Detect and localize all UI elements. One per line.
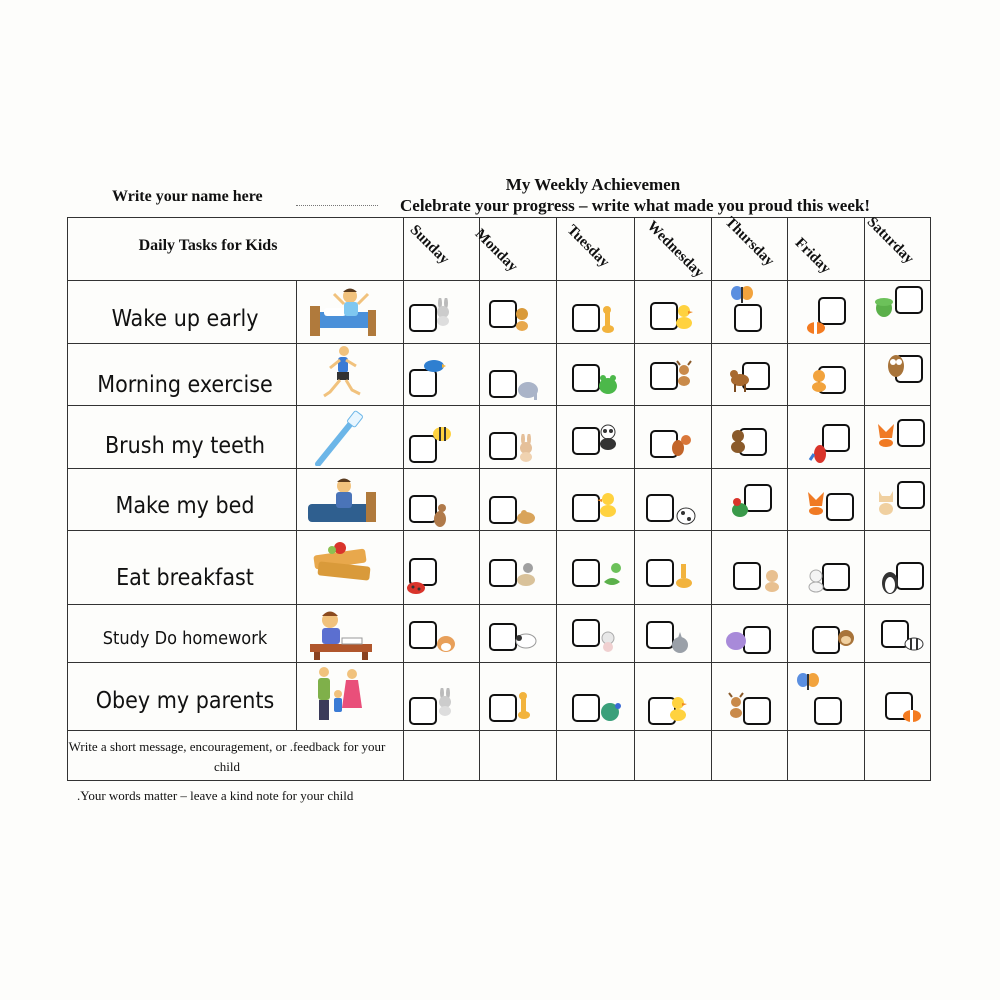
bunny-icon: [431, 298, 455, 326]
column-divider: [403, 218, 404, 780]
deer-fawn-icon: [510, 304, 534, 332]
task-label: Eat breakfast: [116, 565, 254, 591]
day-header-wednesday: Wednesday: [643, 218, 707, 282]
checkbox-sunday[interactable]: [409, 621, 437, 649]
panda-icon: [596, 422, 620, 450]
name-label: Write your name here: [112, 188, 263, 205]
footer-note: .Your words matter – leave a kind note for your child: [77, 788, 354, 803]
giraffe-icon: [596, 306, 620, 334]
zebra-icon: [902, 628, 926, 656]
task-label: Obey my parents: [95, 688, 275, 714]
cat-icon: [874, 488, 898, 516]
day-header-thursday: Thursday: [721, 214, 778, 270]
toothbrush-icon: [304, 408, 380, 466]
giraffe-icon: [512, 692, 536, 720]
checkbox-thursday[interactable]: [733, 562, 761, 590]
bunny-icon: [514, 434, 538, 462]
blue-bird-icon: [422, 354, 446, 382]
checkbox-monday[interactable]: [489, 623, 517, 651]
checkbox-friday[interactable]: [814, 697, 842, 725]
waffles-icon: [304, 534, 380, 592]
row-divider: [68, 730, 930, 731]
day-header-sunday: Sunday: [406, 222, 453, 268]
row-divider: [68, 343, 930, 344]
bunny-icon: [433, 688, 457, 716]
checkbox-friday[interactable]: [826, 493, 854, 521]
duckling-icon: [672, 302, 696, 330]
owl-icon: [884, 352, 908, 380]
message-label: Write a short message, encouragement, or .feedback for your child: [68, 739, 386, 774]
task-label: Wake up early: [111, 306, 259, 332]
column-divider: [634, 218, 635, 780]
hippo-icon: [724, 626, 748, 654]
name-input-line[interactable]: [296, 205, 378, 206]
column-divider: [556, 218, 557, 780]
checkbox-saturday[interactable]: [897, 481, 925, 509]
task-label: Brush my teeth: [104, 433, 266, 459]
task-label: Study Do homework: [102, 628, 268, 649]
chick-icon: [596, 490, 620, 518]
checkbox-monday[interactable]: [489, 559, 517, 587]
checkbox-tuesday[interactable]: [572, 559, 600, 587]
column-divider: [864, 218, 865, 780]
clownfish-icon: [804, 312, 828, 340]
snake-icon: [600, 560, 624, 588]
checkbox-wednesday[interactable]: [646, 494, 674, 522]
task-label: Morning exercise: [97, 372, 273, 398]
penguin-icon: [878, 568, 902, 596]
column-divider: [711, 218, 712, 780]
page-title: My Weekly Achievemen: [505, 175, 681, 194]
checkbox-monday[interactable]: [489, 496, 517, 524]
fox-icon: [874, 420, 898, 448]
butterfly-icon: [730, 283, 754, 311]
bear-icon: [726, 426, 750, 454]
checkbox-monday[interactable]: [489, 370, 517, 398]
white-tiger-icon: [804, 566, 828, 594]
family-with-children-icon: [304, 664, 380, 722]
checkbox-wednesday[interactable]: [646, 559, 674, 587]
rhino-icon: [668, 628, 692, 656]
deer-icon: [724, 692, 748, 720]
task-label: Make my bed: [115, 493, 255, 519]
cow-icon: [674, 500, 698, 528]
column-divider: [787, 218, 788, 780]
monkey-icon: [834, 626, 858, 654]
squirrel-icon: [670, 430, 694, 458]
day-header-monday: Monday: [471, 226, 521, 276]
kangaroo-icon: [428, 500, 452, 528]
frog-icon: [596, 370, 620, 398]
giraffe-icon: [672, 562, 696, 590]
column-divider: [479, 218, 480, 780]
checkbox-saturday[interactable]: [897, 419, 925, 447]
pony-icon: [728, 366, 752, 394]
peacock-icon: [600, 696, 624, 724]
row-divider: [68, 604, 930, 605]
butterfly-icon: [796, 670, 820, 698]
duckling-icon: [666, 694, 690, 722]
elephant-icon: [516, 374, 540, 402]
reindeer-icon: [672, 360, 696, 388]
day-header-friday: Friday: [791, 235, 834, 277]
ladybug-icon: [404, 572, 428, 600]
checkbox-saturday[interactable]: [895, 286, 923, 314]
camel-icon: [514, 502, 538, 530]
boy-running-icon: [304, 344, 380, 402]
row-divider: [68, 530, 930, 531]
crocodile-icon: [872, 294, 896, 322]
page-subtitle: Celebrate your progress – write what made you proud this week!: [400, 196, 870, 215]
boy-studying-at-desk-icon: [304, 604, 380, 662]
rooster-icon: [728, 494, 752, 522]
tasks-column-header: Daily Tasks for Kids: [138, 237, 278, 254]
checkbox-monday[interactable]: [489, 432, 517, 460]
row-divider: [68, 468, 930, 469]
clownfish-icon: [900, 700, 924, 728]
boy-making-bed-icon: [304, 470, 380, 528]
duck-icon: [514, 560, 538, 588]
row-divider: [68, 662, 930, 663]
fox-icon: [804, 488, 828, 516]
bee-icon: [430, 418, 454, 446]
mouse-icon: [596, 626, 620, 654]
child-waking-up-in-bed-icon: [304, 282, 380, 340]
hamster-icon: [434, 628, 458, 656]
row-divider: [68, 405, 930, 406]
puppy-icon: [760, 566, 784, 594]
day-header-saturday: Saturday: [863, 214, 917, 268]
day-header-tuesday: Tuesday: [563, 222, 613, 271]
checkbox-tuesday[interactable]: [572, 694, 600, 722]
tiger-cub-icon: [807, 366, 831, 394]
parrot-icon: [808, 440, 832, 468]
row-divider: [68, 280, 930, 281]
sheep-icon: [514, 626, 538, 654]
